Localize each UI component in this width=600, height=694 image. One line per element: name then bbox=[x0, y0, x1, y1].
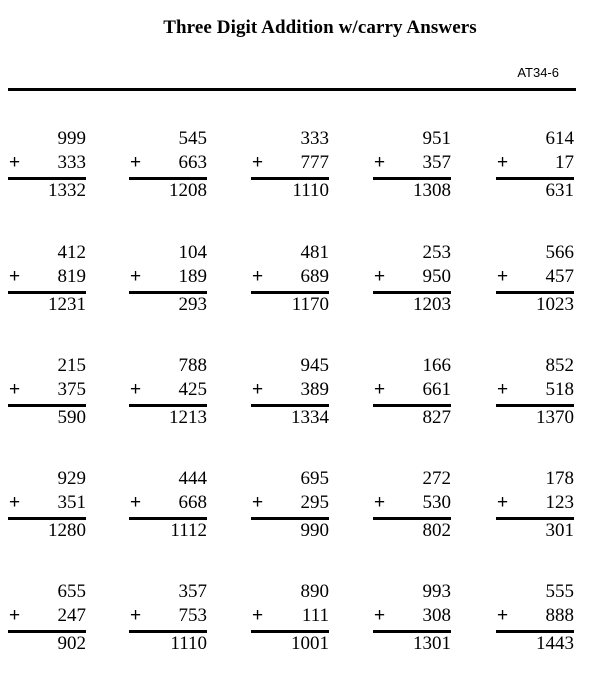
header-rule bbox=[8, 88, 576, 91]
addition-problem bbox=[129, 242, 209, 322]
plus-sign: + bbox=[252, 605, 264, 626]
addition-problem bbox=[8, 581, 88, 661]
addend-bottom: 333 bbox=[57, 152, 86, 173]
addend-top: 215 bbox=[57, 355, 86, 376]
answer: 802 bbox=[422, 520, 451, 541]
answer: 590 bbox=[57, 407, 86, 428]
addend-top: 104 bbox=[178, 242, 207, 263]
addend-bottom: 189 bbox=[178, 266, 207, 287]
answer: 293 bbox=[178, 294, 207, 315]
answer: 1170 bbox=[291, 294, 329, 315]
plus-sign: + bbox=[9, 492, 21, 513]
addition-problem bbox=[129, 581, 209, 661]
addition-problem bbox=[496, 242, 576, 322]
plus-sign: + bbox=[130, 379, 142, 400]
addend-bottom: 819 bbox=[57, 266, 86, 287]
addend-bottom: 425 bbox=[178, 379, 207, 400]
plus-sign: + bbox=[9, 152, 21, 173]
answer: 1443 bbox=[536, 633, 574, 654]
addend-top: 655 bbox=[57, 581, 86, 602]
addition-problem bbox=[373, 355, 453, 435]
plus-sign: + bbox=[9, 266, 21, 287]
addend-top: 166 bbox=[422, 355, 451, 376]
addition-problem bbox=[8, 468, 88, 548]
addition-problem bbox=[8, 355, 88, 435]
plus-sign: + bbox=[374, 379, 386, 400]
plus-sign: + bbox=[130, 492, 142, 513]
plus-sign: + bbox=[374, 605, 386, 626]
addition-problem bbox=[129, 468, 209, 548]
plus-sign: + bbox=[252, 492, 264, 513]
addend-top: 333 bbox=[300, 128, 329, 149]
plus-sign: + bbox=[130, 152, 142, 173]
addition-problem bbox=[496, 128, 576, 208]
plus-sign: + bbox=[497, 266, 509, 287]
answer: 902 bbox=[57, 633, 86, 654]
addition-problem bbox=[8, 128, 88, 208]
addend-bottom: 308 bbox=[422, 605, 451, 626]
addition-problem bbox=[373, 468, 453, 548]
answer: 1023 bbox=[536, 294, 574, 315]
answer: 1334 bbox=[291, 407, 329, 428]
addend-bottom: 247 bbox=[57, 605, 86, 626]
addition-problem bbox=[496, 581, 576, 661]
plus-sign: + bbox=[252, 266, 264, 287]
addition-problem bbox=[251, 355, 331, 435]
answer: 631 bbox=[545, 180, 574, 201]
addend-bottom: 661 bbox=[422, 379, 451, 400]
addend-top: 945 bbox=[300, 355, 329, 376]
answer: 1332 bbox=[48, 180, 86, 201]
addend-bottom: 663 bbox=[178, 152, 207, 173]
plus-sign: + bbox=[252, 152, 264, 173]
addend-bottom: 123 bbox=[545, 492, 574, 513]
plus-sign: + bbox=[374, 152, 386, 173]
answer: 1208 bbox=[169, 180, 207, 201]
answer: 1370 bbox=[536, 407, 574, 428]
addend-bottom: 950 bbox=[422, 266, 451, 287]
answer: 1308 bbox=[413, 180, 451, 201]
plus-sign: + bbox=[252, 379, 264, 400]
addition-problem bbox=[373, 242, 453, 322]
plus-sign: + bbox=[130, 266, 142, 287]
addend-top: 852 bbox=[545, 355, 574, 376]
addend-bottom: 389 bbox=[300, 379, 329, 400]
addition-problem bbox=[373, 581, 453, 661]
addend-bottom: 357 bbox=[422, 152, 451, 173]
addend-bottom: 17 bbox=[555, 152, 574, 173]
plus-sign: + bbox=[130, 605, 142, 626]
plus-sign: + bbox=[497, 605, 509, 626]
addend-top: 788 bbox=[178, 355, 207, 376]
answer: 1231 bbox=[48, 294, 86, 315]
addend-top: 614 bbox=[545, 128, 574, 149]
addition-problem bbox=[8, 242, 88, 322]
addend-top: 545 bbox=[178, 128, 207, 149]
addend-top: 272 bbox=[422, 468, 451, 489]
answer: 1203 bbox=[413, 294, 451, 315]
addition-problem bbox=[373, 128, 453, 208]
answer: 301 bbox=[545, 520, 574, 541]
plus-sign: + bbox=[497, 152, 509, 173]
addend-top: 444 bbox=[178, 468, 207, 489]
answer: 1213 bbox=[169, 407, 207, 428]
addend-bottom: 518 bbox=[545, 379, 574, 400]
plus-sign: + bbox=[497, 492, 509, 513]
addend-bottom: 295 bbox=[300, 492, 329, 513]
addend-bottom: 111 bbox=[301, 605, 329, 626]
addend-top: 481 bbox=[300, 242, 329, 263]
answer: 1112 bbox=[170, 520, 207, 541]
plus-sign: + bbox=[9, 605, 21, 626]
addend-top: 412 bbox=[57, 242, 86, 263]
answer: 827 bbox=[422, 407, 451, 428]
answer: 1280 bbox=[48, 520, 86, 541]
addend-top: 566 bbox=[545, 242, 574, 263]
addend-top: 253 bbox=[422, 242, 451, 263]
addend-bottom: 777 bbox=[300, 152, 329, 173]
answer: 990 bbox=[300, 520, 329, 541]
addend-bottom: 375 bbox=[57, 379, 86, 400]
addend-bottom: 457 bbox=[545, 266, 574, 287]
addend-top: 555 bbox=[545, 581, 574, 602]
addend-bottom: 351 bbox=[57, 492, 86, 513]
addend-bottom: 668 bbox=[178, 492, 207, 513]
addition-problem bbox=[251, 242, 331, 322]
plus-sign: + bbox=[374, 492, 386, 513]
addition-problem bbox=[496, 468, 576, 548]
addend-top: 951 bbox=[422, 128, 451, 149]
addend-top: 993 bbox=[422, 581, 451, 602]
answer: 1001 bbox=[291, 633, 329, 654]
worksheet-code: AT34-6 bbox=[517, 65, 559, 80]
addition-problem bbox=[496, 355, 576, 435]
addend-top: 929 bbox=[57, 468, 86, 489]
addition-problem bbox=[251, 468, 331, 548]
addition-problem bbox=[251, 128, 331, 208]
addend-top: 695 bbox=[300, 468, 329, 489]
addition-problem bbox=[129, 355, 209, 435]
addend-top: 890 bbox=[300, 581, 329, 602]
page-title: Three Digit Addition w/carry Answers bbox=[163, 17, 477, 38]
answer: 1301 bbox=[413, 633, 451, 654]
addend-top: 999 bbox=[57, 128, 86, 149]
answer: 1110 bbox=[292, 180, 329, 201]
addition-problem bbox=[129, 128, 209, 208]
addend-bottom: 530 bbox=[422, 492, 451, 513]
answer: 1110 bbox=[170, 633, 207, 654]
addend-bottom: 689 bbox=[300, 266, 329, 287]
addition-problem bbox=[251, 581, 331, 661]
addend-top: 178 bbox=[545, 468, 574, 489]
addend-bottom: 888 bbox=[545, 605, 574, 626]
plus-sign: + bbox=[497, 379, 509, 400]
plus-sign: + bbox=[9, 379, 21, 400]
plus-sign: + bbox=[374, 266, 386, 287]
addend-top: 357 bbox=[178, 581, 207, 602]
addend-bottom: 753 bbox=[178, 605, 207, 626]
